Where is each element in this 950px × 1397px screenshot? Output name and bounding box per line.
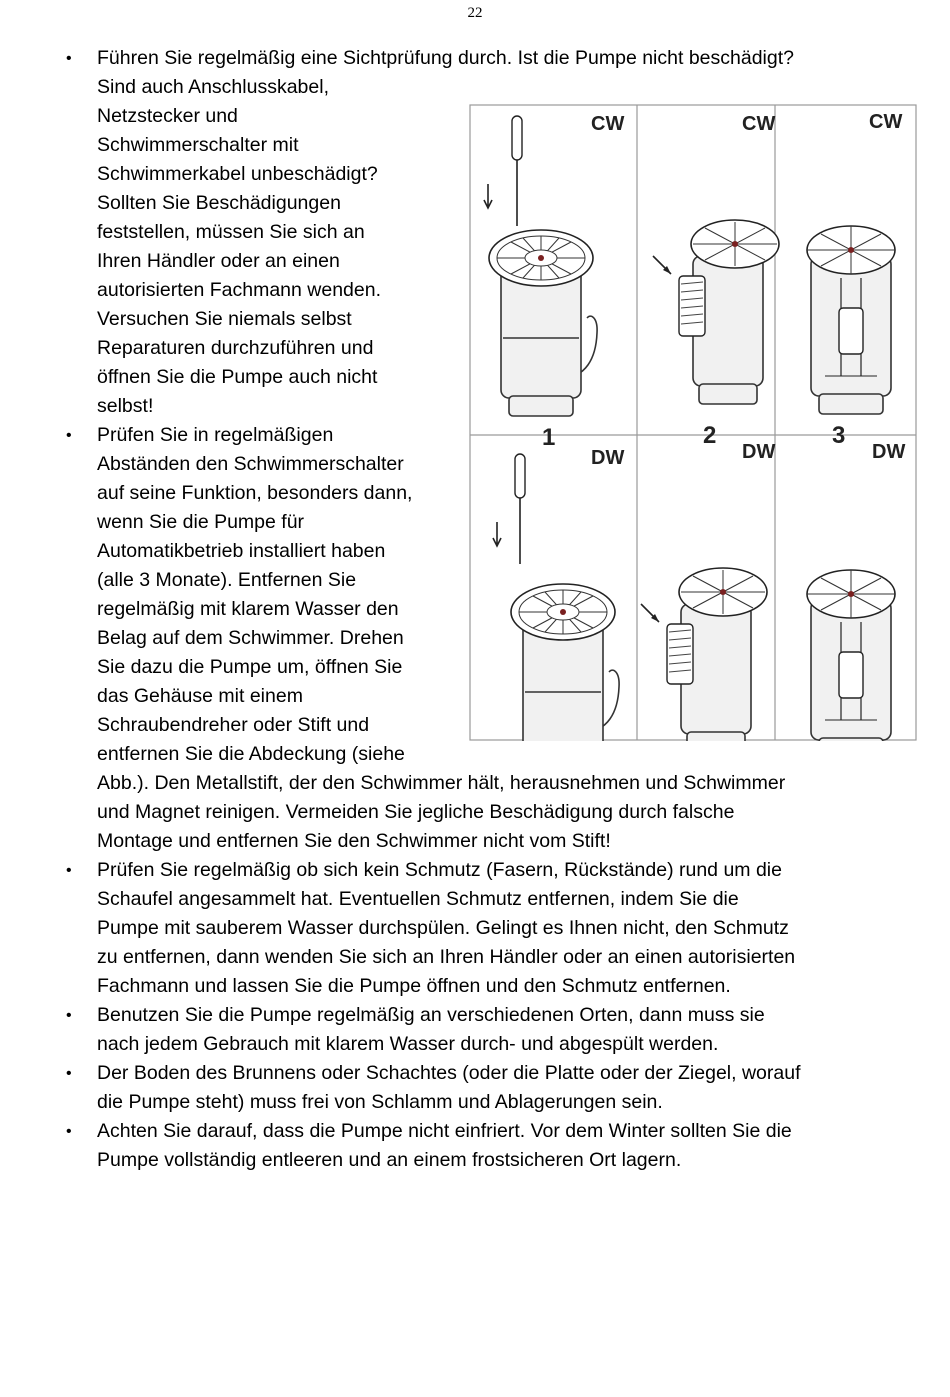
pump-figure [469, 104, 917, 741]
step-number-3: 3 [832, 422, 846, 449]
bullet-icon: • [66, 50, 72, 67]
pump-closed-dw [511, 584, 619, 741]
paragraph-3-line: Prüfen Sie regelmäßig ob sich kein Schmutz (Fasern, Rückstände) rund um die [97, 859, 782, 881]
paragraph-2-line: das Gehäuse mit einem [97, 685, 303, 707]
paragraph-4-line: nach jedem Gebrauch mit klarem Wasser durch- und abgespült werden. [97, 1033, 719, 1055]
page-number: 22 [467, 5, 483, 21]
label-cw-3: CW [869, 111, 903, 133]
paragraph-2-line: Abständen den Schwimmerschalter [97, 453, 404, 475]
paragraph-2-line: wenn Sie die Pumpe für [97, 511, 305, 533]
bullet-icon: • [66, 427, 72, 444]
paragraph-4-line: Benutzen Sie die Pumpe regelmäßig an verschiedenen Orten, dann muss sie [97, 1004, 765, 1026]
paragraph-1-line: Führen Sie regelmäßig eine Sichtprüfung durch. Ist die Pumpe nicht beschädigt? [97, 47, 794, 69]
paragraph-2-line: regelmäßig mit klarem Wasser den [97, 598, 399, 620]
paragraph-6-line: Pumpe vollständig entleeren und an einem frostsicheren Ort lagern. [97, 1149, 682, 1171]
label-dw-2: DW [742, 441, 776, 463]
bullet-icon: • [66, 862, 72, 879]
paragraph-6-line: Achten Sie darauf, dass die Pumpe nicht einfriert. Vor dem Winter sollten Sie die [97, 1120, 792, 1142]
paragraph-2-line: (alle 3 Monate). Entfernen Sie [97, 569, 357, 591]
paragraph-3-line: Schaufel angesammelt hat. Eventuellen Schmutz entfernen, indem Sie die [97, 888, 739, 910]
paragraph-1-line: Versuchen Sie niemals selbst [97, 308, 352, 330]
step-number-2: 2 [703, 422, 717, 449]
paragraph-2-line: Belag auf dem Schwimmer. Drehen [97, 627, 404, 649]
paragraph-2-line: und Magnet reinigen. Vermeiden Sie jegliche Beschädigung durch falsche [97, 801, 735, 823]
label-dw-1: DW [591, 447, 625, 469]
paragraph-2-line: entfernen Sie die Abdeckung (siehe [97, 743, 405, 765]
bullet-icon: • [66, 1065, 72, 1082]
paragraph-2-line: Abb.). Den Metallstift, der den Schwimmer hält, herausnehmen und Schwimmer [97, 772, 786, 794]
paragraph-1-line: feststellen, müssen Sie sich an [97, 221, 365, 243]
paragraph-2-line: Prüfen Sie in regelmäßigen [97, 424, 334, 446]
paragraph-1-line: Ihren Händler oder an einen [97, 250, 340, 272]
bullet-icon: • [66, 1123, 72, 1140]
paragraph-2-line: Automatikbetrieb installiert haben [97, 540, 386, 562]
pump-float-dw [807, 570, 895, 741]
paragraph-1-line: Sind auch Anschlusskabel, [97, 76, 329, 98]
paragraph-3-line: zu entfernen, dann wenden Sie sich an Ihren Händler oder an einen autorisierten [97, 946, 796, 968]
pump-float-cw [807, 226, 895, 414]
paragraph-3-line: Fachmann und lassen Sie die Pumpe öffnen und den Schmutz entfernen. [97, 975, 731, 997]
paragraph-1-line: öffnen Sie die Pumpe auch nicht [97, 366, 378, 388]
label-cw-2: CW [742, 113, 776, 135]
paragraph-1-line: Reparaturen durchzuführen und [97, 337, 374, 359]
paragraph-1-line: selbst! [97, 395, 154, 417]
paragraph-1-line: Sollten Sie Beschädigungen [97, 192, 341, 214]
paragraph-1-line: Schwimmerschalter mit [97, 134, 299, 156]
paragraph-2-line: Montage und entfernen Sie den Schwimmer nicht vom Stift! [97, 830, 611, 852]
paragraph-2-line: Sie dazu die Pumpe um, öffnen Sie [97, 656, 403, 678]
paragraph-1-line: Netzstecker und [97, 105, 238, 127]
paragraph-5-line: Der Boden des Brunnens oder Schachtes (oder die Platte oder der Ziegel, worauf [97, 1062, 801, 1084]
paragraph-1-line: Schwimmerkabel unbeschädigt? [97, 163, 378, 185]
paragraph-2-line: Schraubendreher oder Stift und [97, 714, 370, 736]
label-dw-3: DW [872, 441, 906, 463]
pump-figure-svg [469, 104, 917, 741]
paragraph-3-line: Pumpe mit sauberem Wasser durchspülen. Gelingt es Ihnen nicht, den Schmutz [97, 917, 789, 939]
label-cw-1: CW [591, 113, 625, 135]
bullet-icon: • [66, 1007, 72, 1024]
paragraph-5-line: die Pumpe steht) muss frei von Schlamm und Ablagerungen sein. [97, 1091, 663, 1113]
paragraph-1-line: autorisierten Fachmann wenden. [97, 279, 381, 301]
paragraph-2-line: auf seine Funktion, besonders dann, [97, 482, 413, 504]
pump-closed-cw [489, 230, 597, 416]
step-number-1: 1 [542, 424, 556, 451]
